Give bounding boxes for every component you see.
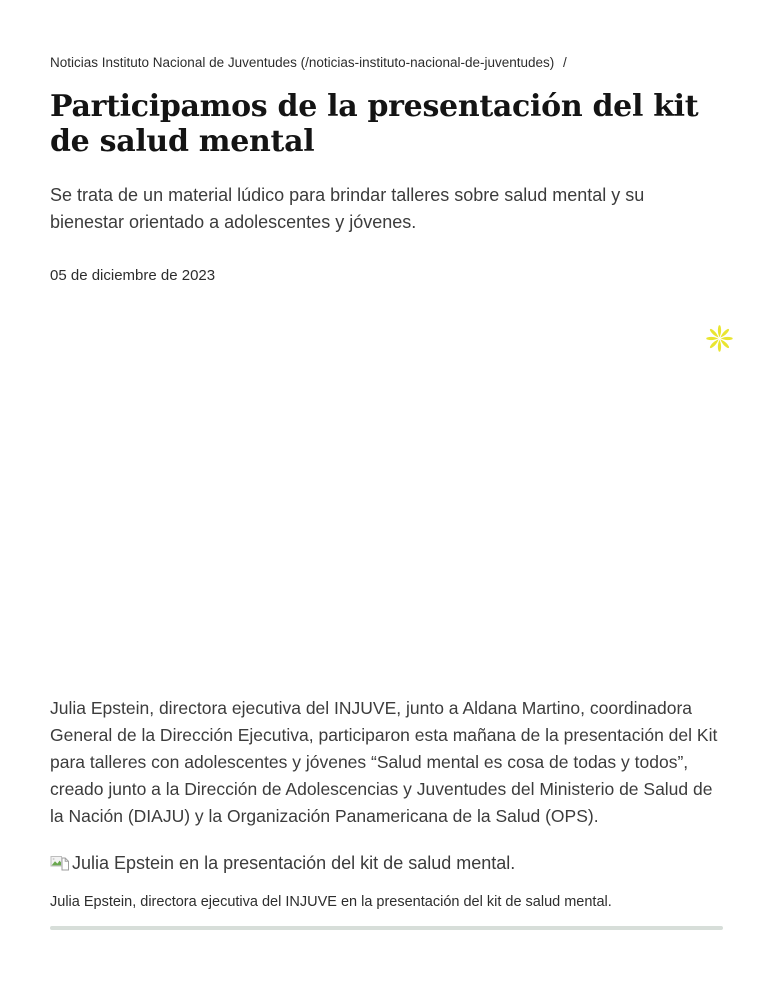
article-body: Julia Epstein, directora ejecutiva del INJUVE, junto a Aldana Martino, coordinadora General de la Dirección Ejecutiva, participaron esta mañana de la presentación del Kit para talleres con adolescentes y jóvenes “Salud mental es cosa de todas y todos”, creado junto a la Dirección de Adolescencias y Juventudes del Ministerio de Salud de la Nación (DIAJU) y la Organización Panamericana de la Salud (OPS). xyxy=(50,698,718,826)
article-image-broken xyxy=(50,851,723,875)
page-title: Participamos de la presentación del kit de salud mental xyxy=(50,89,699,159)
image-loading-area xyxy=(50,285,723,695)
loading-spinner-icon xyxy=(703,322,736,355)
broken-image-icon xyxy=(50,853,70,873)
image-alt-text: Julia Epstein en la presentación del kit de salud mental. xyxy=(72,853,516,873)
breadcrumb-separator: / xyxy=(563,55,567,70)
breadcrumb-link-noticias[interactable]: Noticias Instituto Nacional de Juventudes (/noticias-instituto-nacional-de-juventudes) xyxy=(50,55,555,70)
breadcrumb xyxy=(50,54,723,72)
article-lead: Se trata de un material lúdico para brindar talleres sobre salud mental y su bienestar orientado a adolescentes y jóvenes. xyxy=(50,185,645,232)
article-date: 05 de diciembre de 2023 xyxy=(50,267,216,284)
section-divider xyxy=(50,926,723,930)
image-caption: Julia Epstein, directora ejecutiva del INJUVE en la presentación del kit de salud mental. xyxy=(50,894,612,910)
